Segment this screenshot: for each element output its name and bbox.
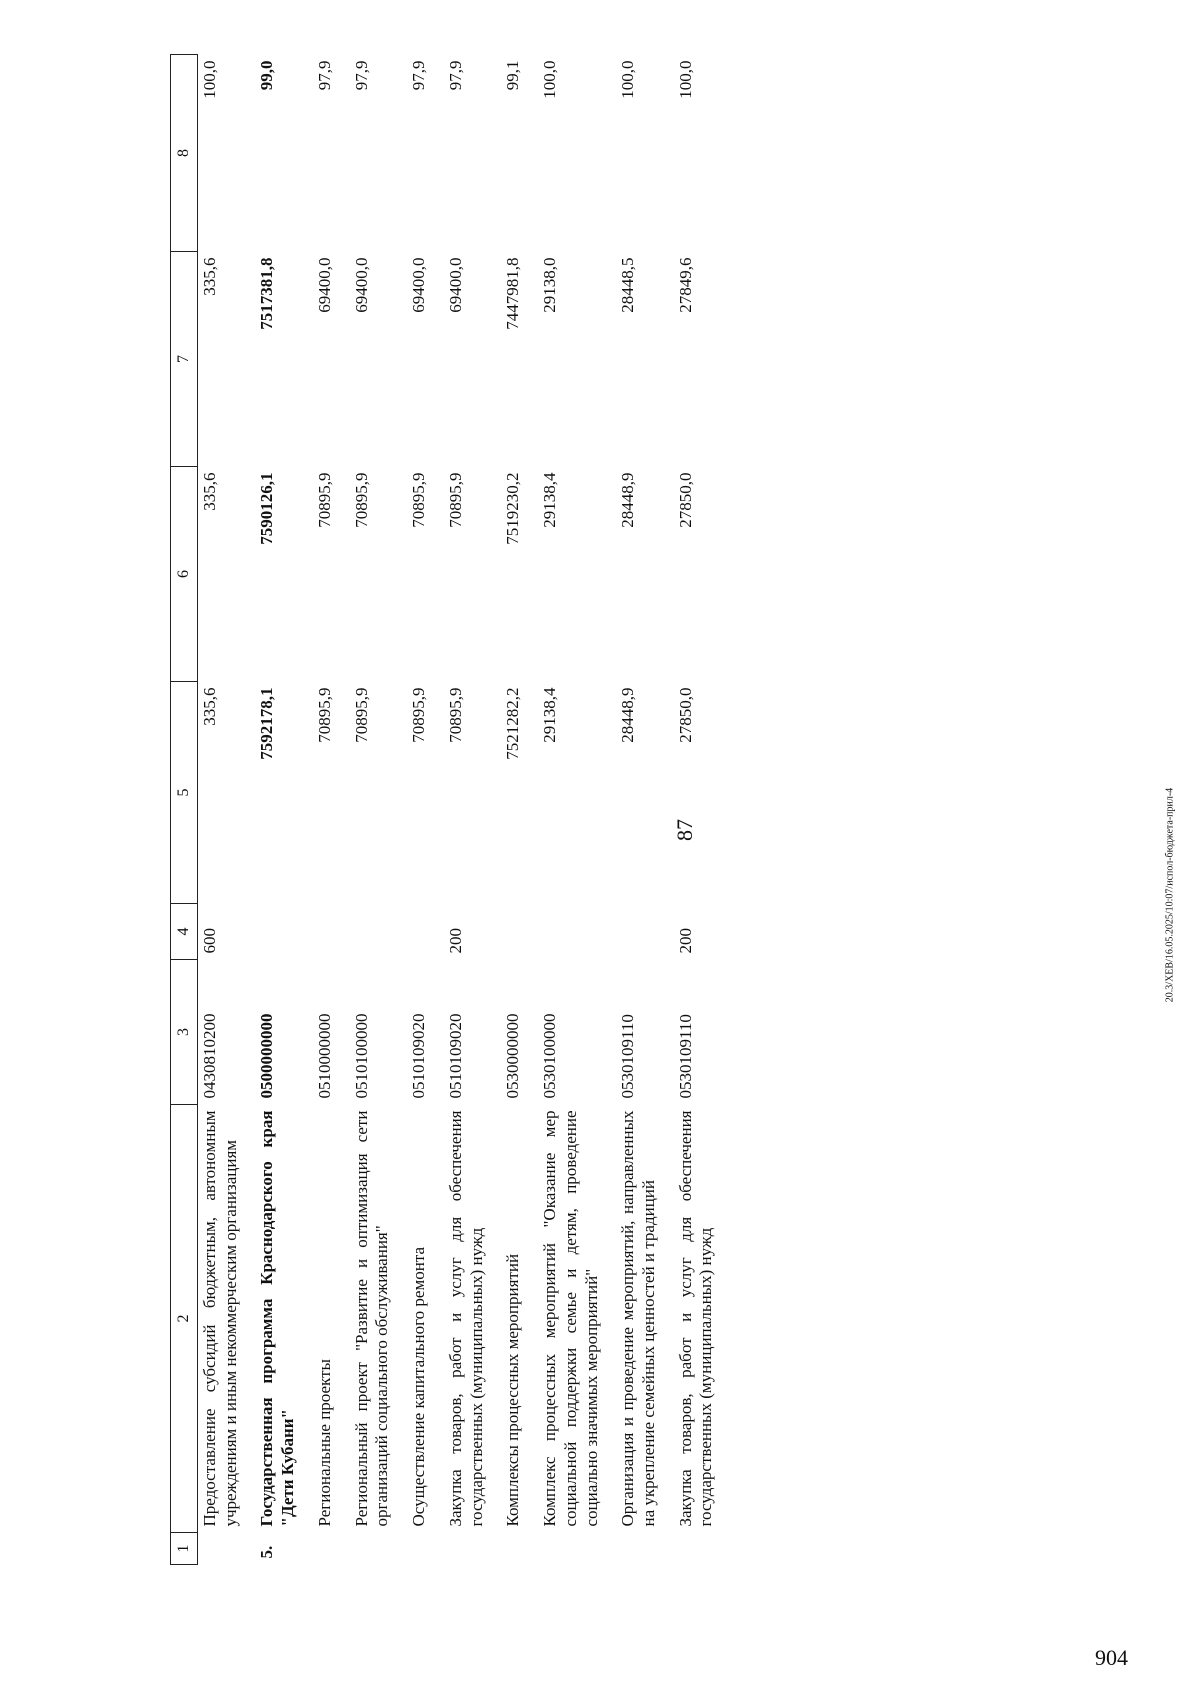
column-header: 5: [171, 682, 198, 904]
column-header: 1: [171, 1533, 198, 1565]
expense-type-code: [345, 904, 402, 960]
approved-amount: 27850,0: [675, 687, 695, 743]
table-row: [611, 55, 668, 1565]
target-article-code: 0510109020: [409, 1013, 429, 1099]
column-header: 3: [171, 960, 198, 1105]
executed-amount: 69400,0: [445, 257, 465, 313]
target-article-code: 0530100000: [540, 1013, 560, 1099]
executed-amount: 27849,6: [675, 257, 695, 313]
refined-amount: 70895,9: [351, 472, 371, 528]
target-article-code: 0500000000: [257, 1013, 277, 1099]
executed-amount: 7447981,8: [503, 257, 523, 330]
column-header: 2: [171, 1105, 198, 1533]
expense-type-code: [611, 904, 668, 960]
execution-percent: 97,9: [351, 60, 371, 91]
execution-percent: 97,9: [445, 60, 465, 91]
refined-amount: 29138,4: [540, 472, 560, 528]
approved-amount: 70895,9: [351, 687, 371, 743]
table-body: [171, 55, 727, 1565]
row-name: Осуществление капитального ремонта: [409, 1246, 429, 1527]
refined-amount: 7519230,2: [503, 472, 523, 545]
execution-percent: 97,9: [409, 60, 429, 91]
approved-amount: 70895,9: [314, 687, 334, 743]
target-article-code: 0530109110: [675, 1014, 695, 1099]
row-name: Региональные проекты: [314, 1359, 334, 1527]
row-number: [439, 1533, 496, 1565]
executed-amount: 69400,0: [314, 257, 334, 313]
row-number: [496, 1533, 533, 1565]
table-row: [308, 55, 345, 1565]
row-name: Закупка товаров, работ и услуг для обеспечения государственных (муниципальных) нужд: [675, 1110, 716, 1527]
row-name: Государственная программа Краснодарского края "Дети Кубани": [257, 1110, 298, 1527]
executed-amount: 69400,0: [409, 257, 429, 313]
expense-type-code: [533, 904, 611, 960]
executed-amount: 28448,5: [618, 257, 638, 313]
sheet-number: 904: [1095, 1645, 1128, 1670]
refined-amount: 70895,9: [409, 472, 429, 528]
row-number: [669, 1533, 726, 1565]
document-code: 20.3/ХЕВ/16.05.2025/10:07/испол-бюджета-прил-4: [1164, 787, 1176, 1003]
refined-amount: 28448,9: [618, 472, 638, 528]
page-number: 87: [672, 819, 697, 841]
budget-table: [170, 54, 726, 1565]
table-row: [439, 55, 496, 1565]
target-article-code: 0510000000: [314, 1013, 334, 1099]
expense-type-code: 200: [675, 928, 695, 954]
row-name: Закупка товаров, работ и услуг для обеспечения государственных (муниципальных) нужд: [445, 1110, 486, 1527]
expense-type-code: [308, 904, 345, 960]
executed-amount: 7517381,8: [257, 257, 277, 330]
refined-amount: 70895,9: [445, 472, 465, 528]
column-header: 4: [171, 904, 198, 960]
row-number: 5.: [257, 1545, 277, 1559]
refined-amount: 27850,0: [675, 472, 695, 528]
refined-amount: 335,6: [200, 472, 219, 511]
column-header: 7: [171, 252, 198, 467]
execution-percent: 100,0: [675, 60, 695, 99]
refined-amount: 7590126,1: [257, 472, 277, 545]
table-row: [533, 55, 611, 1565]
execution-percent: 99,1: [503, 60, 523, 91]
row-name: Предоставление субсидий бюджетным, автономным учреждениям и иным некоммерческим организациям: [200, 1110, 240, 1527]
header-row: [171, 55, 198, 1565]
table-row: [198, 55, 251, 1565]
row-number: [611, 1533, 668, 1565]
expense-type-code: [402, 904, 439, 960]
target-article-code: 0510109020: [445, 1013, 465, 1099]
row-number: [345, 1533, 402, 1565]
table-row: [496, 55, 533, 1565]
row-number: [308, 1533, 345, 1565]
expense-type-code: [250, 904, 307, 960]
target-article-code: 0530109110: [618, 1014, 638, 1099]
row-name: Комплекс процессных мероприятий "Оказание мер социальной поддержки семье и детям, проведение социально значимых мероприятий": [540, 1110, 601, 1527]
expense-type-code: [496, 904, 533, 960]
table-row: [402, 55, 439, 1565]
approved-amount: 70895,9: [445, 687, 465, 743]
executed-amount: 69400,0: [351, 257, 371, 313]
execution-percent: 99,0: [257, 60, 277, 91]
expense-type-code: 200: [445, 928, 465, 954]
row-name: Региональный проект "Развитие и оптимизация сети организаций социального обслуживания": [351, 1110, 392, 1527]
refined-amount: 70895,9: [314, 472, 334, 528]
target-article-code: 0430810200: [200, 1013, 219, 1099]
target-article-code: 0530000000: [503, 1013, 523, 1099]
execution-percent: 100,0: [540, 60, 560, 99]
rotated-table-frame: [170, 55, 1000, 1565]
executed-amount: 335,6: [200, 257, 219, 296]
approved-amount: 28448,9: [618, 687, 638, 743]
row-name: Комплексы процессных мероприятий: [503, 1253, 523, 1527]
expense-type-code: 600: [200, 928, 219, 954]
approved-amount: 7592178,1: [257, 687, 277, 760]
table-row: [250, 55, 307, 1565]
row-number: [198, 1533, 251, 1565]
column-header: 8: [171, 55, 198, 252]
approved-amount: 70895,9: [409, 687, 429, 743]
approved-amount: 7521282,2: [503, 687, 523, 760]
target-article-code: 0510100000: [351, 1013, 371, 1099]
approved-amount: 29138,4: [540, 687, 560, 743]
execution-percent: 100,0: [200, 60, 219, 99]
row-number: [533, 1533, 611, 1565]
row-name: Организация и проведение мероприятий, направленных на укрепление семейных ценностей и традиций: [618, 1110, 659, 1527]
execution-percent: 100,0: [618, 60, 638, 99]
column-header: 6: [171, 467, 198, 682]
execution-percent: 97,9: [314, 60, 334, 91]
table-row: [345, 55, 402, 1565]
approved-amount: 335,6: [200, 687, 219, 726]
executed-amount: 29138,0: [540, 257, 560, 313]
table-row: [669, 55, 726, 1565]
row-number: [402, 1533, 439, 1565]
